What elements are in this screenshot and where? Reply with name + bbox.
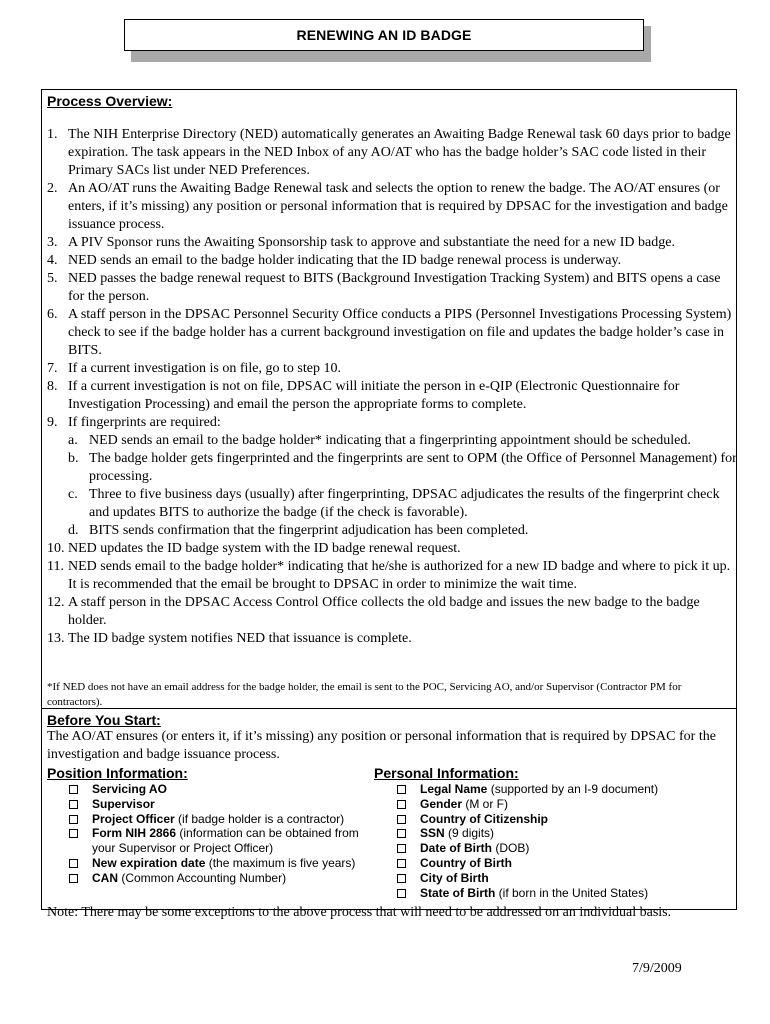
- step-text: NED passes the badge renewal request to BITS (Background Investigation Tracking System) and BITS opens a case for the person.: [68, 271, 721, 304]
- checklist-item: [396, 826, 726, 841]
- step-text: A PIV Sponsor runs the Awaiting Sponsorship task to approve and substantiate the need for a new ID badge.: [68, 235, 675, 250]
- sub-step: [68, 432, 737, 450]
- checklist-item: [68, 826, 378, 856]
- process-step: [47, 594, 737, 630]
- process-step: [47, 540, 737, 558]
- checkbox-icon: [397, 874, 406, 883]
- document-date: 7/9/2009: [632, 961, 682, 976]
- sub-step: [68, 522, 737, 540]
- checkbox-icon: [397, 800, 406, 809]
- checklist-item: [68, 871, 378, 886]
- item-detail: (if badge holder is a contractor): [174, 811, 345, 826]
- step-text: The NIH Enterprise Directory (NED) automatically generates an Awaiting Badge Renewal task 60 days prior to badge expiration. The task appears in the NED Inbox of any AO/AT who has the badge holder’s SAC code listed in their Primary SACs list under NED Preferences.: [68, 127, 731, 178]
- step-number: 7.: [47, 361, 58, 376]
- checkbox-icon: [69, 800, 78, 809]
- item-detail: (information can be obtained from your Supervisor or Project Officer): [92, 826, 359, 856]
- item-label: Country of Birth: [420, 855, 512, 870]
- item-label: Gender: [420, 796, 463, 811]
- checklist-item: [396, 797, 726, 812]
- sub-step: [68, 486, 737, 522]
- item-detail: (DOB): [492, 841, 530, 856]
- checkbox-icon: [397, 815, 406, 824]
- checklist-item: [396, 871, 726, 886]
- sub-step-letter: a.: [68, 433, 78, 448]
- step-text: A staff person in the DPSAC Access Control Office collects the old badge and issues the new badge to the badge holder.: [68, 595, 700, 628]
- process-step: [47, 234, 737, 252]
- item-label: Servicing AO: [92, 782, 167, 796]
- step-text: If a current investigation is not on file, DPSAC will initiate the person in e-QIP (Electronic Questionnaire for Investigation Processing) and email the person the appropriate forms to complete.: [68, 379, 680, 412]
- footnote: *If NED does not have an email address for the badge holder, the email is sent to the POC, Servicing AO, and/or Supervisor (Contractor PM for contractors).: [47, 681, 682, 708]
- step-number: 3.: [47, 235, 58, 250]
- item-label: SSN: [420, 826, 445, 841]
- step-number: 6.: [47, 307, 58, 322]
- checkbox-icon: [69, 785, 78, 794]
- checklist-item: [396, 782, 726, 797]
- process-step: [47, 558, 737, 594]
- checkbox-icon: [397, 785, 406, 794]
- step-number: 11.: [47, 559, 64, 574]
- checkbox-icon: [397, 829, 406, 838]
- checkbox-icon: [397, 844, 406, 853]
- item-detail: (if born in the United States): [495, 885, 649, 900]
- sub-step-letter: d.: [68, 523, 79, 538]
- sub-step-letter: b.: [68, 451, 79, 466]
- process-step: [47, 630, 737, 648]
- item-label: CAN: [92, 870, 118, 885]
- step-text: NED updates the ID badge system with the ID badge renewal request.: [68, 541, 461, 556]
- process-step: [47, 306, 737, 360]
- checkbox-icon: [69, 815, 78, 824]
- process-step: [47, 360, 737, 378]
- item-label: Country of Citizenship: [420, 811, 548, 826]
- process-step: [47, 378, 737, 414]
- checkbox-icon: [69, 859, 78, 868]
- step-number: 4.: [47, 253, 58, 268]
- item-detail: (9 digits): [444, 826, 495, 841]
- checklist-item: [68, 782, 378, 797]
- item-label: Project Officer: [92, 811, 175, 826]
- step-text: NED sends an email to the badge holder indicating that the ID badge renewal process is underway.: [68, 253, 622, 268]
- checkbox-icon: [397, 859, 406, 868]
- step-text: NED sends email to the badge holder* indicating that he/she is authorized for a new ID badge and where to pick it up. It is recommended that the email be brought to DPSAC in order to minimize the wait time.: [68, 559, 731, 592]
- position-information-heading: Position Information:: [47, 765, 188, 781]
- checkbox-icon: [397, 889, 406, 898]
- page-title: RENEWING AN ID BADGE: [296, 27, 472, 43]
- checklist-item: [396, 886, 726, 901]
- sub-step-text: BITS sends confirmation that the fingerprint adjudication has been completed.: [89, 523, 529, 538]
- sub-step-text: The badge holder gets fingerprinted and the fingerprints are sent to OPM (the Office of Personnel Management) for processing.: [89, 451, 737, 484]
- step-number: 2.: [47, 181, 58, 196]
- step-text: If fingerprints are required:: [68, 415, 221, 430]
- step-number: 13.: [47, 631, 65, 646]
- step-text: An AO/AT runs the Awaiting Badge Renewal task and selects the option to renew the badge. The AO/AT ensures (or enters, if it’s missing) any position or personal information that is required by DPSAC for the investigation and badge issuance process.: [68, 181, 728, 232]
- checklist-item: [396, 841, 726, 856]
- process-step: [47, 180, 737, 234]
- step-number: 8.: [47, 379, 58, 394]
- before-you-start-intro: The AO/AT ensures (or enters it, if it’s missing) any position or personal information that is required by DPSAC for the investigation and badge issuance process.: [47, 729, 716, 762]
- item-label: State of Birth: [420, 885, 496, 900]
- before-you-start-heading: Before You Start:: [47, 712, 161, 728]
- process-steps-list: [47, 126, 737, 648]
- process-step: [47, 414, 737, 540]
- checklist-item: [68, 797, 378, 812]
- checklist-item: [68, 856, 378, 871]
- note: Note: There may be some exceptions to the above process that will need to be addressed on an individual basis.: [47, 905, 672, 920]
- checklist-item: [396, 812, 726, 827]
- step-text: The ID badge system notifies NED that issuance is complete.: [68, 631, 412, 646]
- step-number: 10.: [47, 541, 65, 556]
- step-number: 5.: [47, 271, 58, 286]
- item-detail: (M or F): [462, 796, 509, 811]
- step-number: 12.: [47, 595, 65, 610]
- personal-information-list: [396, 782, 726, 900]
- item-label: City of Birth: [420, 870, 489, 885]
- process-step: [47, 270, 737, 306]
- item-label: New expiration date: [92, 855, 206, 870]
- item-label: Supervisor: [92, 796, 155, 811]
- sub-step-letter: c.: [68, 487, 78, 502]
- item-label: Date of Birth: [420, 841, 492, 856]
- checkbox-icon: [69, 829, 78, 838]
- step-number: 1.: [47, 127, 58, 142]
- checkbox-icon: [69, 874, 78, 883]
- step-number: 9.: [47, 415, 58, 430]
- item-detail: (Common Accounting Number): [118, 870, 287, 885]
- process-step: [47, 252, 737, 270]
- personal-information-heading: Personal Information:: [374, 765, 519, 781]
- item-label: Form NIH 2866: [92, 826, 177, 841]
- item-detail: (the maximum is five years): [205, 855, 356, 870]
- sub-step-text: NED sends an email to the badge holder* indicating that a fingerprinting appointment should be scheduled.: [89, 433, 691, 448]
- sub-step: [68, 450, 737, 486]
- sub-step-text: Three to five business days (usually) after fingerprinting, DPSAC adjudicates the results of the fingerprint check and updates BITS to authorize the badge (if the check is favorable).: [89, 487, 720, 520]
- sub-steps-list: [68, 432, 737, 540]
- process-overview-heading: Process Overview:: [47, 93, 173, 109]
- step-text: A staff person in the DPSAC Personnel Security Office conducts a PIPS (Personnel Investigations Processing System) check to see if the badge holder has a current background investigation on file and updates the badge holder’s case in BITS.: [68, 307, 732, 358]
- item-detail: (supported by an I-9 document): [487, 782, 659, 796]
- checklist-item: [396, 856, 726, 871]
- item-label: Legal Name: [420, 782, 488, 796]
- position-information-list: [68, 782, 378, 886]
- step-text: If a current investigation is on file, go to step 10.: [68, 361, 341, 376]
- checklist-item: [68, 812, 378, 827]
- title-box: [124, 19, 644, 51]
- process-step: [47, 126, 737, 180]
